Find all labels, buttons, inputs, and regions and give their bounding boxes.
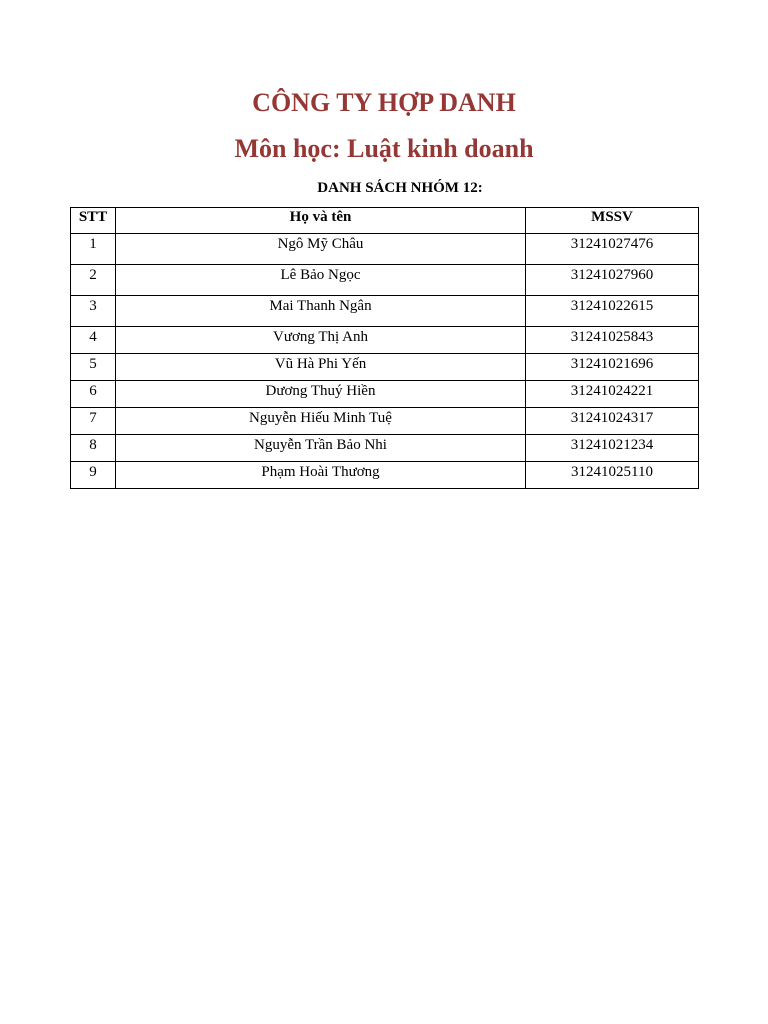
cell-stt: 6 [71, 381, 116, 408]
table-row [71, 408, 699, 435]
cell-mssv: 31241021234 [526, 435, 699, 462]
cell-name: Dương Thuý Hiền [116, 381, 526, 408]
cell-stt: 1 [71, 234, 116, 265]
cell-stt: 7 [71, 408, 116, 435]
cell-name: Mai Thanh Ngân [116, 296, 526, 327]
column-header-stt: STT [71, 208, 116, 234]
course-title: Môn học: Luật kinh doanh [234, 134, 534, 163]
table-row [71, 234, 699, 265]
table-row [71, 381, 699, 408]
column-header-mssv: MSSV [526, 208, 699, 234]
column-header-name: Họ và tên [116, 208, 526, 234]
cell-name: Vương Thị Anh [116, 327, 526, 354]
table-row [71, 265, 699, 296]
cell-stt: 2 [71, 265, 116, 296]
cell-name: Nguyễn Trần Bảo Nhi [116, 435, 526, 462]
list-heading: DANH SÁCH NHÓM 12: [317, 180, 483, 196]
table-row [71, 354, 699, 381]
cell-mssv: 31241025110 [526, 462, 699, 489]
table-header-row [71, 208, 699, 234]
cell-mssv: 31241024317 [526, 408, 699, 435]
table-row [71, 435, 699, 462]
cell-stt: 3 [71, 296, 116, 327]
document-title: CÔNG TY HỢP DANH [252, 88, 516, 117]
cell-name: Nguyễn Hiếu Minh Tuệ [116, 408, 526, 435]
cell-name: Vũ Hà Phi Yến [116, 354, 526, 381]
cell-stt: 9 [71, 462, 116, 489]
cell-mssv: 31241025843 [526, 327, 699, 354]
cell-mssv: 31241027960 [526, 265, 699, 296]
student-table [70, 207, 699, 489]
table-row [71, 462, 699, 489]
cell-stt: 8 [71, 435, 116, 462]
cell-name: Phạm Hoài Thương [116, 462, 526, 489]
cell-mssv: 31241024221 [526, 381, 699, 408]
cell-name: Lê Bảo Ngọc [116, 265, 526, 296]
cell-stt: 5 [71, 354, 116, 381]
cell-name: Ngô Mỹ Châu [116, 234, 526, 265]
cell-mssv: 31241027476 [526, 234, 699, 265]
table-row [71, 296, 699, 327]
table-row [71, 327, 699, 354]
cell-mssv: 31241022615 [526, 296, 699, 327]
cell-mssv: 31241021696 [526, 354, 699, 381]
cell-stt: 4 [71, 327, 116, 354]
